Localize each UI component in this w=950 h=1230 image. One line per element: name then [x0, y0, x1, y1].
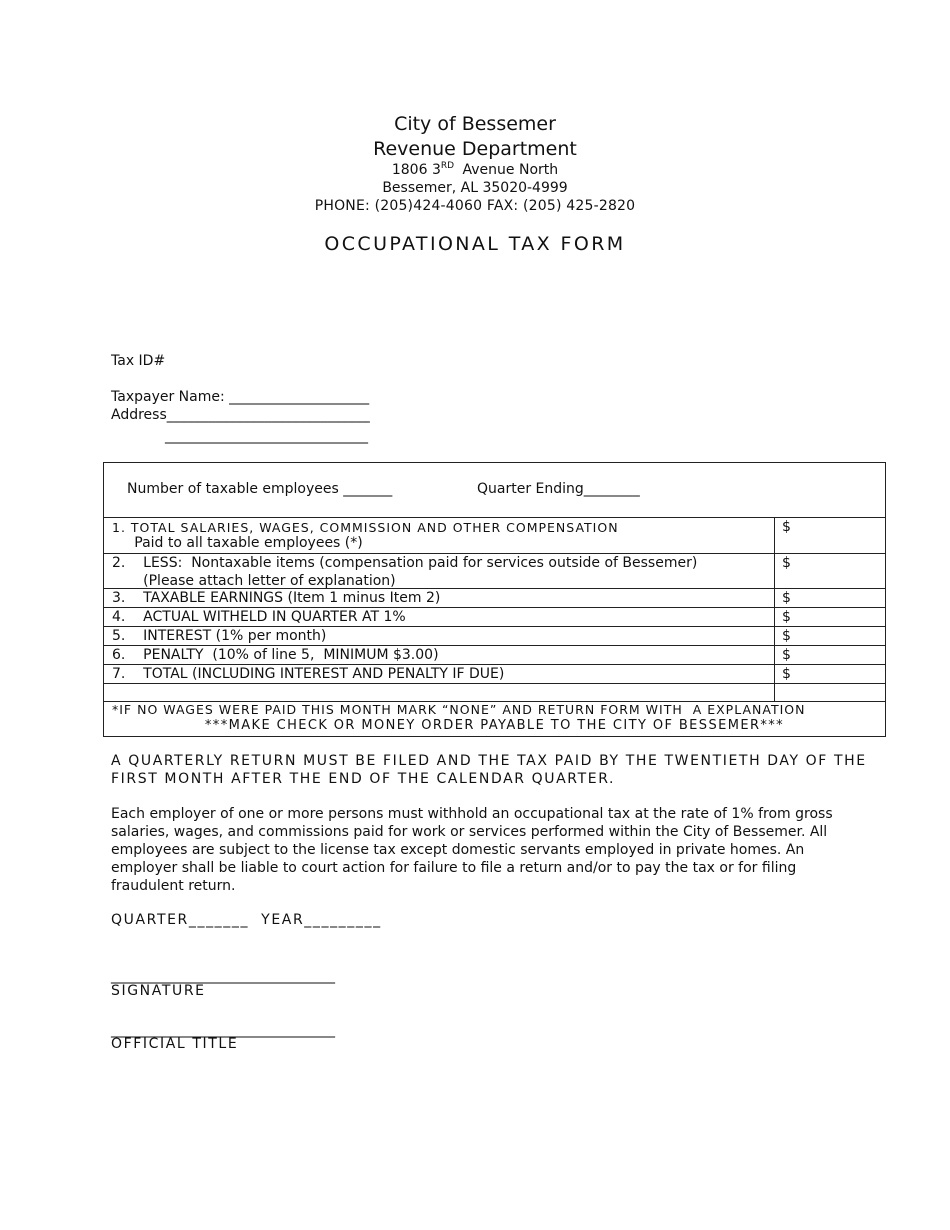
quarter-year-field[interactable]: QUARTER_______ YEAR_________: [111, 912, 382, 928]
tax-form-table: [103, 462, 886, 737]
signature-label: SIGNATURE: [111, 983, 206, 999]
row-2-label: 2. LESS: Nontaxable items (compensation paid for services outside of Bessemer): [112, 555, 698, 571]
address-street: Avenue North: [462, 162, 559, 178]
table-row-1: [104, 518, 885, 554]
signature-line[interactable]: ________________________________: [111, 968, 335, 984]
row-1-label: 1. TOTAL SALARIES, WAGES, COMMISSION AND OTHER COMPENSATION: [112, 520, 619, 535]
table-row-3: [104, 589, 885, 608]
official-title-line[interactable]: ________________________________: [111, 1022, 335, 1038]
row-2-amount-field[interactable]: $: [782, 555, 791, 571]
table-row-7: [104, 665, 885, 684]
table-note: [104, 702, 885, 736]
table-row-4: [104, 608, 885, 627]
address-number: 1806 3: [391, 162, 441, 178]
department-name: Revenue Department: [373, 138, 577, 160]
city-name: City of Bessemer: [394, 113, 556, 135]
row-5-label: 5. INTEREST (1% per month): [112, 628, 327, 644]
address-line2-field[interactable]: _____________________________: [165, 428, 368, 444]
quarterly-notice: A QUARTERLY RETURN MUST BE FILED AND THE TAX PAID BY THE TWENTIETH DAY OF THE FIRST MONTH AFTER THE END OF THE CALENDAR QUARTER.: [111, 753, 867, 787]
employees-count-field[interactable]: Number of taxable employees _______: [127, 481, 393, 497]
row-3-label: 3. TAXABLE EARNINGS (Item 1 minus Item 2): [112, 590, 441, 606]
tax-id-label: Tax ID#: [111, 353, 166, 369]
row-4-label: 4. ACTUAL WITHELD IN QUARTER AT 1%: [112, 609, 406, 625]
table-row-6: [104, 646, 885, 665]
quarter-ending-field[interactable]: Quarter Ending________: [477, 481, 640, 497]
table-row-2: [104, 554, 885, 589]
phone-fax: PHONE: (205)424-4060 FAX: (205) 425-2820: [314, 198, 636, 214]
explanation-paragraph: Each employer of one or more persons must withhold an occupational tax at the rate of 1% from gross salaries, wages, and commissions paid for work or services performed within the City of Bessemer. All employees are subject to the license tax except domestic servants employed in private homes. An employer shall be liable to court action for failure to file a return and/or to pay the tax or for filing fraudulent return.: [111, 806, 833, 894]
street-address: [0, 161, 950, 178]
table-header-row: [104, 463, 885, 518]
row-6-label: 6. PENALTY (10% of line 5, MINIMUM $3.00): [112, 647, 439, 663]
row-1-amount-field[interactable]: $: [782, 519, 791, 535]
row-7-label: 7. TOTAL (INCLUDING INTEREST AND PENALTY IF DUE): [112, 666, 505, 682]
row-3-amount-field[interactable]: $: [782, 590, 791, 606]
payable-note: ***MAKE CHECK OR MONEY ORDER PAYABLE TO THE CITY OF BESSEMER***: [204, 718, 785, 733]
row-1-sublabel: Paid to all taxable employees (*): [112, 535, 363, 551]
row-4-amount-field[interactable]: $: [782, 609, 791, 625]
table-row-blank: [104, 684, 885, 702]
address-superscript: RD: [440, 161, 455, 171]
form-title: OCCUPATIONAL TAX FORM: [324, 233, 626, 255]
row-7-amount-field[interactable]: $: [782, 666, 791, 682]
table-row-5: [104, 627, 885, 646]
address-field[interactable]: Address_____________________________: [111, 407, 370, 423]
no-wages-note: *IF NO WAGES WERE PAID THIS MONTH MARK “NONE” AND RETURN FORM WITH A EXPLANATION: [112, 702, 806, 717]
official-title-label: OFFICIAL TITLE: [111, 1036, 239, 1052]
taxpayer-name-field[interactable]: Taxpayer Name: ____________________: [111, 389, 370, 405]
row-2-sublabel: (Please attach letter of explanation): [112, 573, 396, 589]
city-state-zip: Bessemer, AL 35020-4999: [382, 180, 568, 196]
row-5-amount-field[interactable]: $: [782, 628, 791, 644]
row-6-amount-field[interactable]: $: [782, 647, 791, 663]
